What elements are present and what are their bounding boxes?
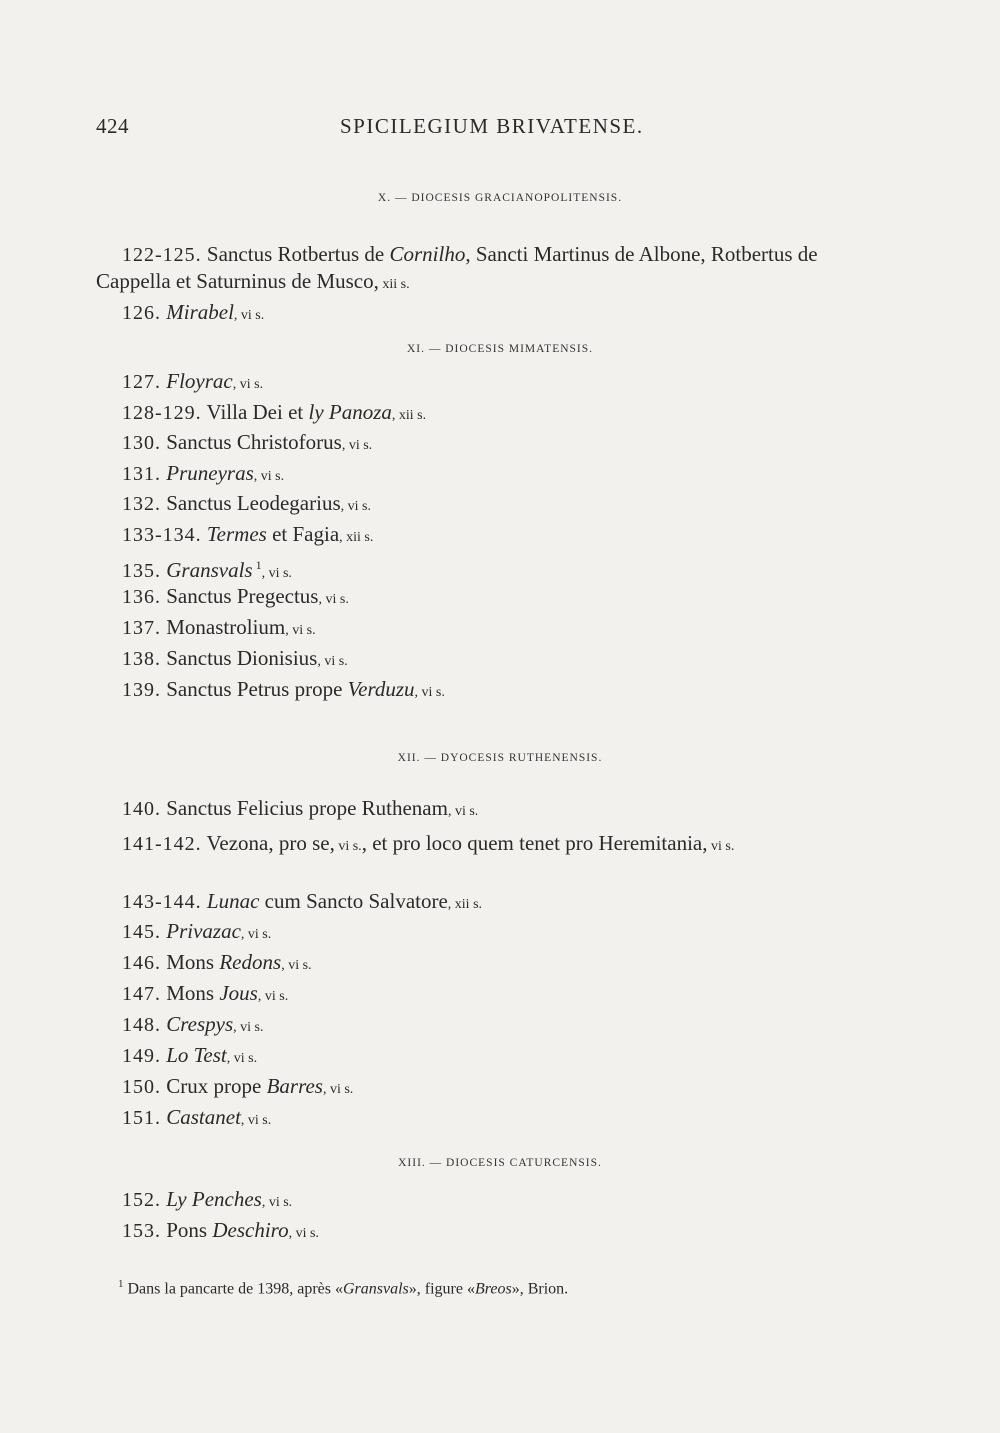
section-heading: XIII. — DIOCESIS CATURCENSIS.: [398, 1157, 602, 1169]
entry-text: Mons: [161, 981, 220, 1005]
running-header: [96, 114, 896, 144]
entry-italic: Jous: [219, 981, 258, 1005]
entry-text: Sanctus Pregectus: [161, 584, 319, 608]
list-item: [122, 552, 292, 587]
list-item: [122, 1186, 292, 1216]
list-item: [122, 429, 372, 459]
entry-number: 127.: [122, 371, 161, 393]
footnote-marker: 1: [118, 1278, 124, 1290]
entry-rate: , vi s.: [261, 1195, 293, 1210]
entry-number: 138.: [122, 648, 161, 670]
entry-rate: , vi s.: [240, 1113, 272, 1128]
entry-italic: Privazac: [161, 919, 241, 943]
entry-number: 146.: [122, 952, 161, 974]
entry-rate: , xii s.: [447, 897, 483, 912]
entry-number: 128-129.: [122, 402, 202, 424]
entry-number: 137.: [122, 617, 161, 639]
list-item: [96, 241, 866, 298]
footnote-text: », figure «: [408, 1280, 475, 1298]
entry-number: 133-134.: [122, 524, 202, 546]
entry-rate: , vi s.: [233, 308, 265, 323]
entry-italic: Floyrac: [161, 369, 233, 393]
entry-number: 145.: [122, 921, 161, 943]
entry-number: 122-125.: [122, 244, 202, 266]
footnote-marker: 1: [252, 558, 262, 572]
entry-rate: , vi s.: [253, 469, 285, 484]
entry-italic: Castanet: [161, 1105, 241, 1129]
entry-text: Sanctus Felicius prope Ruthenam: [161, 796, 448, 820]
entry-rate: , vi s.: [288, 1226, 319, 1241]
footnote-text: », Brion.: [511, 1280, 569, 1298]
entry-number: 135.: [122, 560, 161, 582]
entry-italic: Gransvals: [161, 558, 253, 582]
list-item: [122, 980, 288, 1010]
entry-number: 140.: [122, 798, 161, 820]
list-item: [122, 918, 271, 948]
list-item: [122, 795, 478, 825]
entry-text: Sanctus Leodegarius: [161, 491, 341, 515]
entry-rate: xii s.: [378, 277, 410, 292]
entry-text: Crux prope: [161, 1074, 267, 1098]
entry-rate: vi s.: [334, 839, 362, 854]
entry-text: Pons: [161, 1218, 213, 1242]
footnote-italic: Breos: [474, 1280, 512, 1298]
list-item: [122, 299, 264, 329]
section-heading: XI. — DIOCESIS MIMATENSIS.: [406, 343, 594, 355]
entry-number: 141-142.: [122, 833, 202, 855]
entry-italic: Termes: [201, 522, 267, 546]
entry-text: Sanctus Christoforus: [161, 430, 342, 454]
entry-rate: , vi s.: [281, 958, 312, 973]
footnote-italic: Gransvals: [342, 1280, 409, 1298]
entry-text: , et pro loco quem tenet pro Heremitania,: [361, 831, 708, 855]
entry-number: 132.: [122, 493, 161, 515]
section-heading: XII. — DYOCESIS RUTHENENSIS.: [397, 752, 603, 764]
entry-number: 131.: [122, 463, 161, 485]
footnote-text: Dans la pancarte de 1398, après «: [123, 1280, 343, 1298]
entry-italic: Lo Test: [161, 1043, 227, 1067]
list-item: [122, 888, 482, 918]
list-item: [96, 830, 866, 860]
entry-text: Villa Dei et: [201, 400, 309, 424]
entry-number: 143-144.: [122, 891, 202, 913]
list-item: [122, 949, 312, 979]
entry-number: 150.: [122, 1076, 161, 1098]
entry-italic: Ly Penches: [161, 1187, 262, 1211]
entry-number: 152.: [122, 1189, 161, 1211]
entry-rate: , vi s.: [233, 1020, 264, 1035]
entry-italic: Lunac: [201, 889, 260, 913]
entry-italic: Mirabel: [161, 300, 234, 324]
list-item: [122, 368, 263, 398]
entry-italic: Deschiro: [212, 1218, 289, 1242]
list-item: [122, 521, 373, 551]
list-item: [122, 1217, 319, 1247]
entry-text: Monastrolium: [161, 615, 286, 639]
page-number: 424: [96, 114, 129, 138]
entry-rate: vi s.: [707, 839, 735, 854]
entry-text: cum Sancto Salvatore: [259, 889, 448, 913]
entry-italic: Verduzu: [347, 677, 415, 701]
footnote: [118, 1278, 568, 1298]
entry-rate: , vi s.: [322, 1082, 354, 1097]
entry-text: Vezona, pro se,: [201, 831, 335, 855]
list-item: [122, 583, 349, 613]
entry-number: 139.: [122, 679, 161, 701]
entry-italic: Crespys: [161, 1012, 234, 1036]
list-item: [122, 676, 445, 706]
entry-rate: , vi s.: [341, 438, 373, 453]
entry-rate: , vi s.: [232, 377, 264, 392]
list-item: [122, 490, 371, 520]
entry-rate: , vi s.: [285, 623, 316, 638]
entry-number: 136.: [122, 586, 161, 608]
entry-text: , Sancti Martinus de Albone, Rotbertus de Cappella et Saturninus de Musco,: [96, 242, 818, 293]
entry-rate: , vi s.: [261, 566, 292, 581]
entry-text: Sanctus Dionisius: [161, 646, 318, 670]
entry-number: 151.: [122, 1107, 161, 1129]
entry-rate: , vi s.: [318, 592, 349, 607]
entry-number: 148.: [122, 1014, 161, 1036]
entry-number: 130.: [122, 432, 161, 454]
list-item: [122, 645, 348, 675]
list-item: [122, 614, 316, 644]
entry-italic: Pruneyras: [161, 461, 254, 485]
entry-rate: , vi s.: [257, 989, 289, 1004]
list-item: [122, 1104, 271, 1134]
entry-italic: Cornilho: [389, 242, 466, 266]
entry-rate: , xii s.: [339, 530, 374, 545]
entry-text: Sanctus Petrus prope: [161, 677, 348, 701]
entry-rate: , vi s.: [226, 1051, 258, 1066]
entry-italic: ly Panoza: [308, 400, 392, 424]
entry-text: et Fagia: [266, 522, 340, 546]
entry-number: 126.: [122, 302, 161, 324]
entry-rate: , vi s.: [317, 654, 348, 669]
list-item: [122, 399, 426, 429]
entry-rate: , vi s.: [240, 927, 272, 942]
entry-rate: , xii s.: [391, 408, 427, 423]
list-item: [122, 1073, 353, 1103]
running-title: SPICILEGIUM BRIVATENSE.: [340, 114, 644, 138]
entry-text: Sanctus Rotbertus de: [201, 242, 390, 266]
entry-number: 149.: [122, 1045, 161, 1067]
entry-text: Mons: [161, 950, 220, 974]
entry-italic: Barres: [266, 1074, 323, 1098]
list-item: [122, 460, 284, 490]
entry-italic: Redons: [219, 950, 282, 974]
section-heading: X. — DIOCESIS GRACIANOPOLITENSIS.: [377, 192, 623, 204]
list-item: [122, 1011, 263, 1041]
entry-number: 147.: [122, 983, 161, 1005]
entry-rate: , vi s.: [447, 804, 479, 819]
list-item: [122, 1042, 257, 1072]
entry-number: 153.: [122, 1220, 161, 1242]
entry-rate: , vi s.: [340, 499, 371, 514]
entry-rate: , vi s.: [414, 685, 445, 700]
